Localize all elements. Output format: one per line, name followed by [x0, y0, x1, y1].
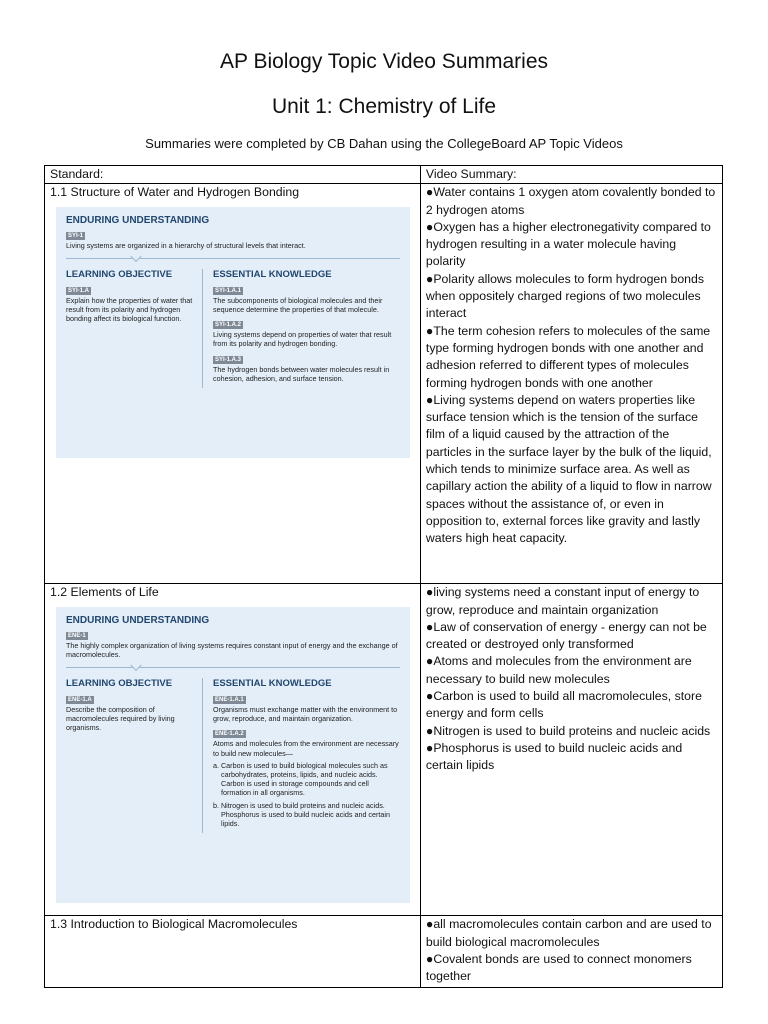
summary-item: ● The term cohesion refers to molecules of the same type forming hydrogen bonds with one another and adhesion referred to different types of molecules forming hydrogen bonds with one another — [426, 323, 718, 392]
summary-item: ● Law of conservation of energy - energy can not be created or destroyed only transformed — [426, 619, 718, 654]
standard-cell — [45, 584, 421, 916]
header-video-summary: Video Summary: — [420, 166, 722, 184]
ek-text: The hydrogen bonds between water molecules result in cohesion, adhesion, and surface tension. — [213, 364, 390, 383]
summary-item: ● Carbon is used to build all macromolecules, store energy and form cells — [426, 688, 718, 723]
divider — [66, 667, 400, 668]
summary-cell — [420, 916, 722, 988]
document-title: AP Biology Topic Video Summaries — [219, 50, 548, 73]
ek-item — [213, 319, 400, 348]
ek-item — [213, 285, 400, 314]
learning-objective — [66, 269, 203, 388]
enduring-understanding-heading: ENDURING UNDERSTANDING — [66, 614, 210, 626]
essential-knowledge-heading: ESSENTIAL KNOWLEDGE — [213, 268, 332, 280]
summary-list — [426, 584, 718, 774]
essential-knowledge — [203, 269, 400, 388]
table-row — [45, 584, 723, 916]
summary-item: ● all macromolecules contain carbon and are used to build biological macromolecules — [426, 916, 718, 951]
summary-cell — [420, 184, 722, 584]
ek-text: Atoms and molecules from the environment are necessary to build new molecules— — [213, 739, 399, 758]
eu-text: The highly complex organization of living systems requires constant input of energy and the exchange of macromolecules. — [66, 640, 398, 659]
standard-cell — [45, 916, 421, 988]
ek-subitem: a. Carbon is used to build biological molecules such as carbohydrates, proteins, lipids, and nucleic acids. Carbon is used in storage compounds and cell formation in all organisms. — [213, 760, 388, 798]
document-subtitle: Summaries were completed by CB Dahan using the CollegeBoard AP Topic Videos — [145, 136, 623, 151]
essential-knowledge — [203, 678, 400, 833]
essential-knowledge-heading: ESSENTIAL KNOWLEDGE — [213, 678, 332, 689]
summary-item: ● living systems need a constant input of energy to grow, reproduce and maintain organization — [426, 584, 718, 619]
learning-objective-heading: LEARNING OBJECTIVE — [66, 678, 173, 689]
summary-item: ● Phosphorus is used to build nucleic acids and certain lipids — [426, 740, 718, 775]
ek-code: ENE-1.A.1 — [215, 697, 244, 703]
table-header-row — [45, 166, 723, 184]
standard-figure — [56, 207, 410, 458]
summary-item: ● Water contains 1 oxygen atom covalently bonded to 2 hydrogen atoms — [426, 184, 718, 219]
ek-subitem: b. Nitrogen is used to build proteins and nucleic acids. Phosphorus is used to build nucleic acids and certain lipids. — [213, 800, 391, 829]
lo-text: Describe the composition of macromolecules required by living organisms. — [66, 705, 175, 733]
summary-item: ● Living systems depend on waters properties like surface tension which is the tension of the surface film of a liquid caused by the attraction of the particles in the surface layer by the bulk of the liquid, which tends to minimize surface area. As well as capillary action the ability of a liquid to flow in narrow spaces without the assistance of, or even in opposition to, external forces like gravity and lastly waters high heat capacity. — [426, 392, 718, 548]
summary-cell — [420, 584, 722, 916]
table-row — [45, 184, 723, 584]
standard-title: 1.2 Elements of Life — [50, 585, 159, 600]
ek-text: Living systems depend on properties of water that result from its polarity and hydrogen bonding. — [213, 330, 392, 349]
standard-cell — [45, 184, 421, 584]
standard-title: 1.3 Introduction to Biological Macromolecules — [50, 917, 298, 932]
eu-code: ENE-1 — [68, 632, 86, 639]
ek-item — [213, 694, 400, 723]
ek-text: Organisms must exchange matter with the environment to grow, reproduce, and maintain organization. — [213, 705, 398, 724]
ek-code: ENE-1.A.2 — [215, 731, 244, 738]
eu-text: Living systems are organized in a hierarchy of structural levels that interact. — [66, 240, 306, 250]
summary-item: ● Covalent bonds are used to connect monomers together — [426, 951, 718, 986]
ek-code: SYI-1.A.2 — [215, 322, 242, 329]
summary-item: ● Oxygen has a higher electronegativity compared to hydrogen resulting in a water molecule having polarity — [426, 219, 718, 271]
learning-objective-heading: LEARNING OBJECTIVE — [66, 268, 173, 280]
standard-title: 1.1 Structure of Water and Hydrogen Bonding — [50, 185, 300, 200]
summary-item: ● Atoms and molecules from the environment are necessary to build new molecules — [426, 653, 718, 688]
summary-list — [426, 916, 718, 985]
ek-code: SYI-1.A.3 — [215, 356, 242, 363]
ek-item — [213, 728, 400, 828]
summary-list — [426, 184, 718, 547]
divider — [66, 258, 400, 259]
eu-code: SYI-1 — [68, 232, 84, 239]
summary-item: ● Nitrogen is used to build proteins and nucleic acids — [426, 723, 718, 740]
enduring-understanding-heading: ENDURING UNDERSTANDING — [66, 214, 210, 226]
ek-item — [213, 354, 400, 383]
lo-code: SYI-1.A — [68, 287, 90, 294]
table-row — [45, 916, 723, 988]
standard-figure — [56, 607, 410, 903]
summary-item: ● Polarity allows molecules to form hydrogen bonds when oppositely charged regions of two molecules interact — [426, 271, 718, 323]
lo-text: Explain how the properties of water that result from its polarity and hydrogen bonding affect its biological function. — [66, 295, 193, 324]
ek-code: SYI-1.A.1 — [215, 287, 242, 294]
lo-code: ENE-1.A — [68, 697, 92, 703]
learning-objective — [66, 678, 203, 833]
summary-table — [44, 165, 723, 988]
ek-text: The subcomponents of biological molecules and their sequence determine the properties of that molecule. — [213, 295, 383, 314]
header-standard: Standard: — [45, 166, 421, 184]
unit-title: Unit 1: Chemistry of Life — [271, 95, 497, 118]
